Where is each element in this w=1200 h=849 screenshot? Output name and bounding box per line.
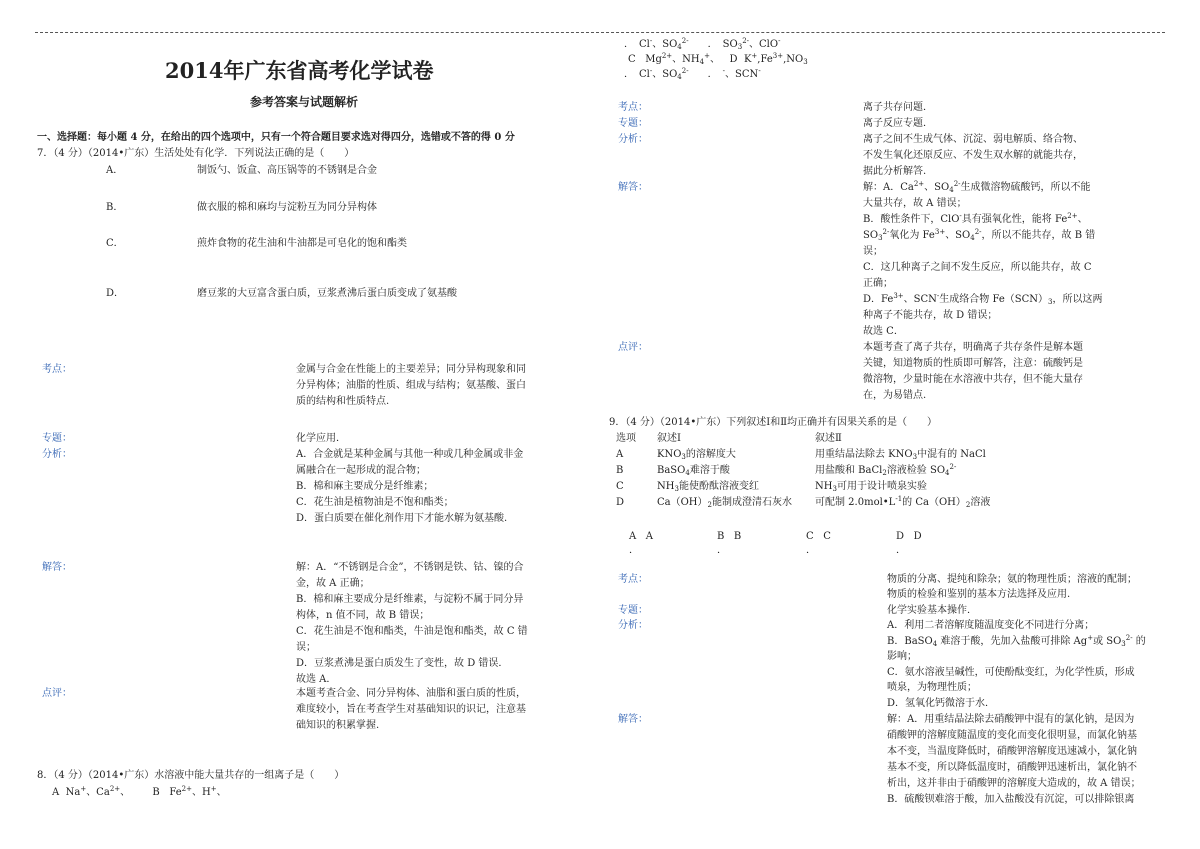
q7-jieda-7: D．豆浆煮沸是蛋白质发生了变性，故 D 错误． [296,658,509,669]
q9-jieda-3: 本不变，当温度降低时，硝酸钾溶解度迅速减小，氯化钠 [887,746,1137,757]
q8-dianping-label: 点评： [618,342,648,353]
q8-opt-a-ca: 、Ca [86,787,110,798]
q9-choice-d-val: D [913,531,922,542]
q8-opt-a-key: A [52,787,60,798]
q8-jieda-8-a: 生成络合物 Fe（SCN） [939,294,1049,305]
q7-stem: 7．（4 分）（2014•广东）生活处处有化学．下列说法正确的是（ ） [37,148,355,159]
q9-row-b-2b: 溶液检验 SO [886,465,946,476]
q9-jieda-label: 解答： [618,714,648,725]
q9-row-d-key: D [616,497,625,508]
q8-options-cd: C $Mg^{2+}$、$NH_4^+$、 D $K^+,Fe^{3+},NO_3$ [628,52,808,66]
q8-opt-d-fe: ,Fe [757,54,773,65]
q9-jieda-2: 硝酸钾的溶解度随温度的变化而变化很明显，而氯化钠基 [887,730,1137,741]
q9-choice-c-dot: ． [806,545,816,556]
q9-choice-a-dot: ． [629,545,639,556]
q9-row-c-2b: 可用于设计喷泉实验 [836,481,927,492]
q9-zhuanti-label: 专题： [618,605,648,616]
q9-fenxi-2b: 难溶于酸，先加入盐酸可排除 Ag [940,636,1088,647]
q7-jieda-6: 误； [296,642,316,653]
q8-l3-a: ． Cl [624,69,650,80]
q8-l3-d: 、SCN [725,69,759,80]
q9-jieda-1: 解：A．用重结晶法除去硝酸钾中混有的氯化钠，是因为 [887,714,1135,725]
q8-zhuanti: 离子反应专题． [863,118,933,129]
q8-jieda-4-b: ，所以不能共存，故 B 错 [981,230,1096,241]
q8-opt-d-k: K [743,54,752,65]
q8-opt-c-sep: 、 [710,54,720,65]
q9-row-b-1b: 难溶于酸 [689,465,730,476]
q7-jieda-4: 构体，n 值不同，故 B 错误； [296,610,430,621]
q7-dianping-2: 难度较小，旨在考查学生对基础知识的识记，注意基 [296,704,526,715]
q9-zhuanti: 化学实验基本操作． [887,605,977,616]
q7-dianping-1: 本题考查合金、同分异构体、油脂和蛋白质的性质， [296,688,526,699]
q8-l1-a: ． Cl [624,39,650,50]
section-heading: 一、选择题：每小题 4 分，在给出的四个选项中，只有一个符合题目要求选对得四分，选错或不答的得 0 分 [37,132,515,143]
q9-row-b-2a: 用盐酸和 BaCl [815,465,883,476]
q7-opt-b-key: B． [106,202,124,213]
q9-row-c-key: C [616,481,624,492]
q9-fenxi-4: C．氨水溶液呈碱性，可使酚酞变红，为化学性质，形成 [887,667,1135,678]
q9-fenxi-5: 喷泉，为物理性质； [887,682,977,693]
q9-fenxi-2d: 的 [1135,636,1146,647]
q9-jieda-5: 析出，这并非由于硝酸钾的溶解度大造成的，故 A 错误； [887,778,1141,789]
q9-row-a-1a: KNO [657,449,682,460]
q9-header-option: 选项 [616,433,636,444]
q8-options-line3: ． Cl-、$SO_4^{2-}$ ． -、SCN- [624,67,761,81]
q8-opt-b-key: B [152,787,160,798]
q9-row-d-2c: 溶液 [970,497,991,508]
q9-fenxi-2: B．BaSO$_4$ 难溶于酸，先加入盐酸可排除 Ag+或 $SO_3^{2-}$ 的 [887,634,1146,648]
q9-choice-d-key: D [896,531,905,542]
q8-jieda-7: 正确； [863,278,893,289]
q8-options-ab: A Na+、$Ca^{2+}$、 B $Fe^{2+}$、H+、 [52,785,227,798]
q8-fenxi-1: 离子之间不生成气体、沉淀、弱电解质、络合物、 [863,134,1083,145]
q8-opt-b-fe: Fe [169,787,182,798]
q9-choice-b[interactable] [717,530,741,544]
q7-zhuanti-label: 专题： [42,433,72,444]
q7-jieda-label: 解答： [42,562,72,573]
q7-opt-a: 制饭勺、饭盒、高压锅等的不锈钢是合金 [197,165,377,176]
q8-jieda-1-text: 生成微溶物硫酸钙，所以不能 [960,182,1091,193]
q8-fenxi-label: 分析： [618,134,648,145]
q8-opt-c-mg: Mg [645,54,662,65]
q9-fenxi-3: 影响； [887,651,917,662]
page-subtitle: 参考答案与试题解析 [250,95,359,109]
q8-opt-b-h: 、H [191,787,211,798]
q7-fenxi-2: 属融合在一起形成的混合物； [296,465,426,476]
header-divider [35,32,1165,33]
q9-row-b-1: BaSO$_4$难溶于酸 [657,465,730,477]
q7-fenxi-5: D．蛋白质要在催化剂作用下才能水解为氨基酸. [296,513,508,524]
q8-stem: 8．（4 分）（2014•广东）水溶液中能大量共存的一组离子是（ ） [37,770,345,781]
q9-row-c-1: $NH_3$能使酚酞溶液变红 [657,481,759,493]
q9-row-c-2a: NH [815,481,833,492]
q9-choice-b-dot: ． [717,545,727,556]
q9-row-b-2: 用盐酸和 BaCl$_2$溶液检验 $SO_4^{2-}$ [815,463,957,477]
q8-jieda-3: B．酸性条件下，ClO-具有强氧化性，能将 $Fe^{2+}$、 [863,212,1088,225]
q9-kaodian-label: 考点： [618,574,648,585]
q8-jieda-9: 种离子不能共存，故 D 错误； [863,310,998,321]
q8-dianping-2: 关键，知道物质的性质即可解答，注意：硫酸钙是 [863,358,1083,369]
q9-choice-d-dot: ． [896,545,906,556]
q8-jieda-5: 误； [863,246,883,257]
q9-row-a-2: 用重结晶法除去 $KNO_3$中混有的 NaCl [815,449,986,461]
q9-row-b-key: B [616,465,624,476]
q9-row-c-2: $NH_3$可用于设计喷泉实验 [815,481,927,493]
q8-opt-a-sep: 、 [120,787,131,798]
q7-dianping-label: 点评： [42,688,72,699]
q9-choice-c-val: C [823,531,831,542]
q8-jieda-4: $SO_3^{2-}$氧化为 $Fe^{3+}$、$SO_4^{2-}$，所以不能共存，故 B 错 [863,228,1096,242]
q8-fenxi-2: 不发生氧化还原反应、不发生双水解的就能共存， [863,150,1083,161]
q7-kaodian-3: 质的结构和性质特点. [296,396,390,407]
q8-options-line1: ． Cl-、$SO_4^{2-}$ ． $SO_3^{2-}$、ClO- [624,37,781,51]
q9-choice-a-val: A [645,531,654,542]
q8-l1-d: 、ClO [749,39,779,50]
q9-row-a-key: A [616,449,624,460]
q8-zhuanti-label: 专题： [618,118,648,129]
q8-kaodian: 离子共存问题． [863,102,933,113]
q9-row-d-1b: 能制成澄清石灰水 [712,497,793,508]
q9-row-d-2a: 可配制 2.0mol•L [815,497,896,508]
q8-opt-d-key: D [729,54,738,65]
q8-jieda-6: C．这几种离子之间不发生反应，所以能共存，故 C [863,262,1092,273]
q9-row-a-1b: 的溶解度大 [685,449,736,460]
q8-jieda-1: 解：A．$Ca^{2+}$、$SO_4^{2-}$生成微溶物硫酸钙，所以不能 [863,180,1091,194]
q9-jieda-4: 基本不变，所以降低温度时，硝酸钾迅速析出，氯化钠不 [887,762,1137,773]
q9-row-a-2b: 中混有的 NaCl [917,449,986,460]
q7-fenxi-1: A．合金就是某种金属与其他一种或几种金属或非金 [296,449,524,460]
q7-jieda-8: 故选 A． [296,674,337,685]
q9-kaodian-2: 物质的检验和鉴别的基本方法选择及应用. [887,589,1071,600]
q8-dianping-3: 微溶物，少量时能在水溶液中共存，但不能大量存 [863,374,1083,385]
q9-header-2: 叙述Ⅱ [815,433,842,444]
page-title: 2014年广东省高考化学试卷 [165,58,434,83]
q9-choice-d[interactable] [896,530,922,544]
q9-row-d-1: $Ca(OH)_2$能制成澄清石灰水 [657,497,793,509]
q8-jieda-2: 大量共存，故 A 错误； [863,198,967,209]
q7-dianping-3: 础知识的积累掌握. [296,720,380,731]
q7-opt-a-key: A． [106,165,124,176]
q8-l1-b: 、SO [652,39,678,50]
q8-dianping-1: 本题考查了离子共存，明确离子共存条件是解本题 [863,342,1083,353]
q7-opt-c: 煎炸食物的花生油和牛油都是可皂化的饱和酯类 [197,238,407,249]
q8-jieda-label: 解答： [618,182,648,193]
q7-zhuanti: 化学应用． [296,433,346,444]
q8-jieda-8-b: ，所以这两 [1052,294,1103,305]
q8-jieda-8: D．$Fe^{3+}$、SCN-生成络合物 $Fe(SCN)_3$，所以这两 [863,292,1103,306]
q7-opt-d: 磨豆浆的大豆富含蛋白质，豆浆煮沸后蛋白质变成了氨基酸 [197,288,457,299]
q9-fenxi-2a: B．BaSO [887,636,933,647]
q9-fenxi-2c: 或 SO [1093,636,1122,647]
q7-opt-b: 做衣服的棉和麻均与淀粉互为同分异构体 [197,202,377,213]
q8-l3-b: 、SO [652,69,678,80]
q7-fenxi-label: 分析： [42,449,72,460]
q9-choice-c-key: C [806,531,814,542]
q9-stem: 9．（4 分）（2014•广东）下列叙述Ⅰ和Ⅱ均正确并有因果关系的是（ ） [609,417,937,428]
q9-row-d-2: 可配制 $2.0mol•L^{-1}$的 $Ca(OH)_2$溶液 [815,495,991,509]
q9-row-d-2b: 的 Ca（OH） [902,497,966,508]
q9-choice-c[interactable] [806,530,831,544]
q8-opt-c-nh: 、NH [672,54,700,65]
q9-row-c-1a: NH [657,481,675,492]
q9-choice-b-val: B [733,531,742,542]
q9-choice-b-key: B [717,531,725,542]
q9-header-1: 叙述Ⅰ [657,433,681,444]
q8-l1-c: ． SO [707,39,738,50]
q8-jieda-3-text: 具有强氧化性，能将 [961,214,1052,225]
q7-jieda-5: C．花生油是不饱和酯类，牛油是饱和酯类，故 C 错 [296,626,528,637]
q8-jieda-10: 故选 C． [863,326,904,337]
q8-opt-a-na: Na [65,787,81,798]
q7-jieda-3: B．棉和麻主要成分是纤维素，与淀粉不属于同分异 [296,594,524,605]
q8-opt-c-key: C [628,54,636,65]
q9-kaodian-1: 物质的分离、提纯和除杂；氨的物理性质；溶液的配制； [887,574,1137,585]
q9-choice-a[interactable] [629,530,653,544]
q7-jieda-2: 金，故 A 正确； [296,578,370,589]
q7-kaodian-label: 考点： [42,364,72,375]
q8-jieda-4-a: 氧化为 [889,230,920,241]
q8-fenxi-3: 据此分析解答. [863,166,927,177]
q7-fenxi-3: B．棉和麻主要成分是纤维素； [296,481,434,492]
q9-fenxi-label: 分析： [618,620,648,631]
q7-fenxi-4: C．花生油是植物油是不饱和酯类； [296,497,454,508]
q7-jieda-1: 解：A．“不锈钢是合金”，不锈钢是铁、钴、镍的合 [296,562,524,573]
q8-opt-d-no: ,NO [783,54,804,65]
q9-choice-a-key: A [629,531,637,542]
q7-kaodian-1: 金属与合金在性能上的主要差异；同分异构现象和同 [296,364,526,375]
q9-fenxi-6: D．氢氧化钙微溶于水． [887,698,996,709]
q9-row-a-2a: 用重结晶法除去 KNO [815,449,913,460]
q9-fenxi-1: A．利用二者溶解度随温度变化不同进行分离； [887,620,1095,631]
q9-jieda-6: B．硫酸钡难溶于酸，加入盐酸没有沉淀，可以排除银离 [887,794,1135,805]
q8-kaodian-label: 考点： [618,102,648,113]
q9-row-a-1: $KNO_3$的溶解度大 [657,449,736,461]
q7-opt-d-key: D． [106,288,125,299]
q9-row-c-1b: 能使酚酞溶液变红 [678,481,759,492]
q9-row-b-1a: BaSO [657,465,686,476]
q8-dianping-4: 在，为易错点. [863,390,927,401]
q8-l3-c: ． [707,69,723,80]
q9-row-d-1a: Ca（OH） [657,497,708,508]
q7-opt-c-key: C． [106,238,124,249]
q7-kaodian-2: 分异构体；油脂的性质、组成与结构；氨基酸、蛋白 [296,380,526,391]
